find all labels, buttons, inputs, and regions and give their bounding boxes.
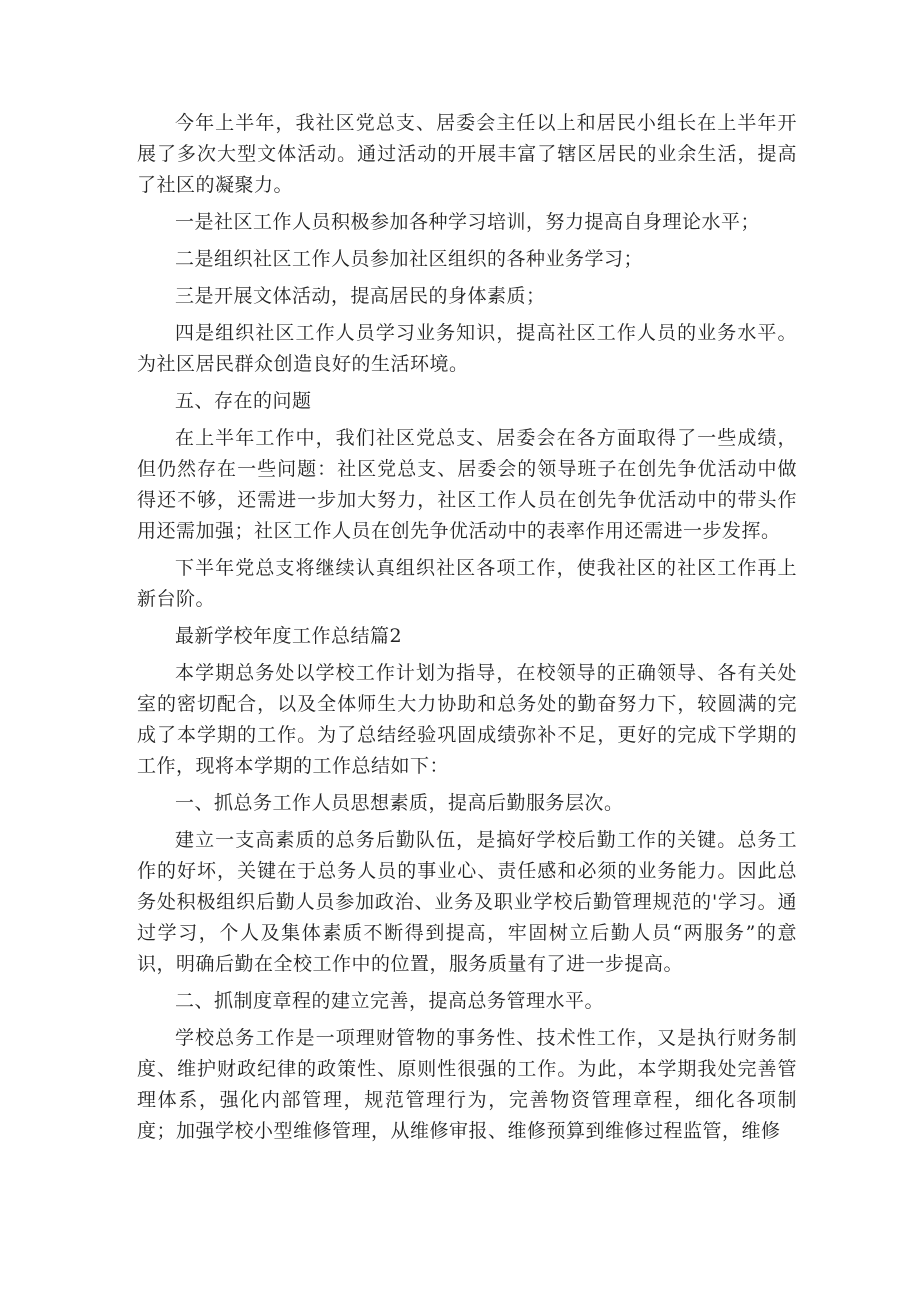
section-heading-rules: 二、抓制度章程的建立完善，提高总务管理水平。: [175, 990, 605, 1012]
section-heading-staff-quality: 一、抓总务工作人员思想素质，提高后勤服务层次。: [175, 792, 624, 814]
paragraph-problems: 在上半年工作中，我们社区党总支、居委会在各方面取得了一些成绩，但仍然存在一些问题：社区党总支、居委会的领导班子在创先争优活动中做得还不够，还需进一步加大努力，社区工作人员在创先争优活动中的带头作用还需加强；社区工作人员在创先争优活动中的表率作用还需进一步发挥。: [137, 427, 797, 542]
paragraph-next-half: 下半年党总支将继续认真组织社区各项工作，使我社区的社区工作再上新台阶。: [137, 557, 797, 610]
section-heading-problems: 五、存在的问题: [175, 390, 312, 412]
paragraph-item-one: 一是社区工作人员积极参加各种学习培训，努力提高自身理论水平；: [175, 211, 761, 233]
paragraph-activities-intro: 今年上半年，我社区党总支、居委会主任以上和居民小组长在上半年开展了多次大型文体活动。通过活动的开展丰富了辖区居民的业余生活，提高了社区的凝聚力。: [137, 112, 797, 196]
document-body: [137, 108, 797, 1153]
paragraph-rules: 学校总务工作是一项理财管物的事务性、技术性工作，又是执行财务制度、维护财政纪律的政策性、原则性很强的工作。为此，本学期我处完善管理体系，强化内部管理，规范管理行为，完善物资管理章程，细化各项制度；加强学校小型维修管理，从维修审报、维修预算到维修过程监管，维修: [137, 1027, 797, 1142]
paragraph-item-three: 三是开展文体活动，提高居民的身体素质；: [175, 285, 546, 307]
paragraph-staff-quality: 建立一支高素质的总务后勤队伍，是搞好学校后勤工作的关键。总务工作的好坏，关键在于总务人员的事业心、责任感和必须的业务能力。因此总务处积极组织后勤人员参加政治、业务及职业学校后勤管理规范的'学习。通过学习，个人及集体素质不断得到提高，牢固树立后勤人员“两服务”的意识，明确后勤在全校工作中的位置，服务质量有了进一步提高。: [137, 829, 797, 975]
paragraph-semester-intro: 本学期总务处以学校工作计划为指导，在校领导的正确领导、各有关处室的密切配合，以及全体师生大力协助和总务处的勤奋努力下，较圆满的完成了本学期的工作。为了总结经验巩固成绩弥补不足，更好的完成下学期的工作，现将本学期的工作总结如下：: [137, 662, 797, 777]
paragraph-item-four: 四是组织社区工作人员学习业务知识，提高社区工作人员的业务水平。为社区居民群众创造良好的生活环境。: [137, 322, 797, 375]
article-title-part-2: 最新学校年度工作总结篇2: [175, 625, 403, 647]
paragraph-item-two: 二是组织社区工作人员参加社区组织的各种业务学习；: [175, 248, 644, 270]
